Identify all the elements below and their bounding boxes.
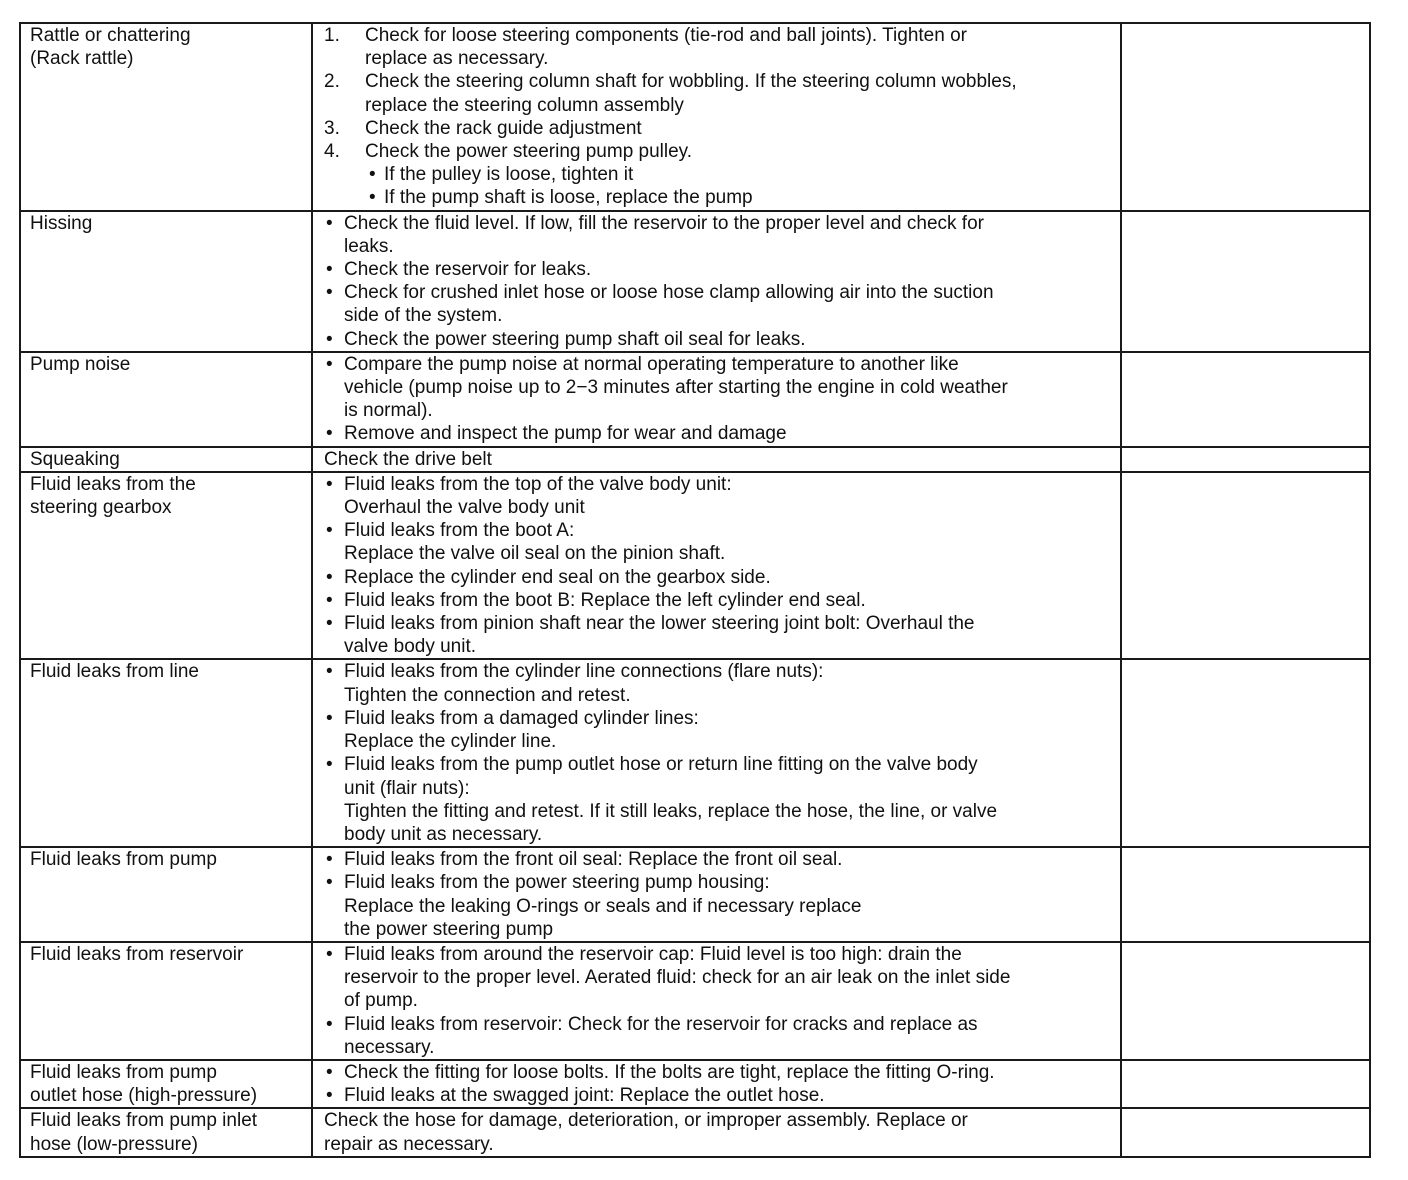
- notes-cell: [1121, 1060, 1370, 1108]
- procedure-text: body unit as necessary.: [344, 823, 543, 845]
- procedure-text: Check the steering column shaft for wobbling. If the steering column wobbles,: [365, 71, 1017, 93]
- notes-cell: [1121, 1108, 1370, 1156]
- procedure-text: Replace the cylinder line.: [344, 731, 557, 753]
- procedure-text: Remove and inspect the pump for wear and damage: [344, 423, 787, 445]
- symptom-text: Fluid leaks from reservoir: [30, 943, 244, 965]
- procedure-text: Check the rack guide adjustment: [365, 117, 642, 139]
- symptom-cell: [20, 659, 312, 847]
- symptom-text: Hissing: [30, 212, 93, 234]
- table-row: [20, 352, 1370, 447]
- bullet-marker: •: [326, 328, 333, 350]
- procedure-text: Check the hose for damage, deterioration, or improper assembly. Replace or: [324, 1110, 968, 1132]
- procedure-cell: [312, 23, 1121, 211]
- procedure-line: [324, 635, 1110, 658]
- procedure-text: Fluid leaks from around the reservoir cap: Fluid level is too high: drain the: [344, 943, 962, 965]
- procedure-line: [324, 235, 1110, 258]
- procedure-text: Overhaul the valve body unit: [344, 497, 585, 519]
- procedure-line: [324, 989, 1110, 1012]
- procedure-cell: [312, 942, 1121, 1060]
- procedure-line: [324, 140, 1110, 163]
- symptom-text: (Rack rattle): [30, 48, 134, 70]
- procedure-text: Fluid leaks at the swagged joint: Replace the outlet hose.: [344, 1085, 825, 1107]
- symptom-text: Pump noise: [30, 353, 131, 375]
- procedure-line: [324, 707, 1110, 730]
- procedure-line: [324, 823, 1110, 846]
- procedure-text: valve body unit.: [344, 636, 477, 658]
- table-row: [20, 447, 1370, 472]
- symptom-text: Fluid leaks from pump: [30, 849, 217, 871]
- notes-cell: [1121, 942, 1370, 1060]
- procedure-line: [324, 281, 1110, 304]
- procedure-text: Fluid leaks from the power steering pump housing:: [344, 872, 770, 894]
- bullet-marker: •: [326, 566, 333, 588]
- procedure-line: [324, 304, 1110, 327]
- bullet-marker: •: [326, 353, 333, 375]
- procedure-text: Check the fitting for loose bolts. If the bolts are tight, replace the fitting O-ring.: [344, 1061, 995, 1083]
- bullet-marker: •: [326, 707, 333, 729]
- procedure-line: [324, 94, 1110, 117]
- procedure-text: Check the power steering pump pulley.: [365, 141, 693, 163]
- bullet-marker: •: [369, 187, 376, 209]
- procedure-text: Check the reservoir for leaks.: [344, 259, 592, 281]
- procedure-line: [324, 684, 1110, 707]
- procedure-text: Check the power steering pump shaft oil seal for leaks.: [344, 328, 806, 350]
- procedure-line: [324, 1061, 1110, 1084]
- procedure-line: [324, 612, 1110, 635]
- procedure-cell: [312, 659, 1121, 847]
- table-row: [20, 659, 1370, 847]
- table-row: [20, 23, 1370, 211]
- procedure-line: [324, 1133, 1110, 1156]
- procedure-text: the power steering pump: [344, 918, 554, 940]
- bullet-marker: •: [326, 943, 333, 965]
- procedure-text: reservoir to the proper level. Aerated fluid: check for an air leak on the inlet side: [344, 967, 1011, 989]
- procedure-text: Fluid leaks from the cylinder line connections (flare nuts):: [344, 661, 824, 683]
- notes-cell: [1121, 659, 1370, 847]
- procedure-text: Fluid leaks from reservoir: Check for the reservoir for cracks and replace as: [344, 1013, 978, 1035]
- notes-cell: [1121, 352, 1370, 447]
- procedure-text: Replace the leaking O-rings or seals and if necessary replace: [344, 895, 862, 917]
- procedure-text: Replace the valve oil seal on the pinion shaft.: [344, 543, 726, 565]
- procedure-text: Fluid leaks from a damaged cylinder lines:: [344, 707, 699, 729]
- procedure-line: [324, 186, 1110, 209]
- procedure-cell: [312, 472, 1121, 660]
- bullet-marker: •: [326, 589, 333, 611]
- procedure-text: Tighten the connection and retest.: [344, 684, 631, 706]
- procedure-line: [324, 542, 1110, 565]
- procedure-line: [324, 496, 1110, 519]
- bullet-marker: •: [326, 259, 333, 281]
- procedure-text: replace the steering column assembly: [365, 94, 684, 116]
- bullet-marker: •: [326, 613, 333, 635]
- bullet-marker: •: [326, 849, 333, 871]
- bullet-marker: •: [326, 661, 333, 683]
- procedure-text: If the pump shaft is loose, replace the pump: [384, 187, 753, 209]
- bullet-marker: •: [326, 473, 333, 495]
- step-number: 2.: [324, 71, 340, 93]
- bullet-marker: •: [369, 164, 376, 186]
- bullet-marker: •: [326, 212, 333, 234]
- procedure-text: Tighten the fitting and retest. If it still leaks, replace the hose, the line, or valve: [344, 800, 998, 822]
- procedure-line: [324, 399, 1110, 422]
- procedure-cell: [312, 352, 1121, 447]
- procedure-line: [324, 376, 1110, 399]
- procedure-line: [324, 1084, 1110, 1107]
- symptom-text: steering gearbox: [30, 497, 172, 519]
- symptom-cell: [20, 942, 312, 1060]
- procedure-line: [324, 730, 1110, 753]
- procedure-line: [324, 212, 1110, 235]
- procedure-text: of pump.: [344, 990, 418, 1012]
- procedure-text: Fluid leaks from the boot B: Replace the left cylinder end seal.: [344, 589, 866, 611]
- procedure-line: [324, 473, 1110, 496]
- procedure-text: If the pulley is loose, tighten it: [384, 164, 634, 186]
- procedure-cell: [312, 1108, 1121, 1156]
- procedure-line: [324, 895, 1110, 918]
- procedure-text: Fluid leaks from the boot A:: [344, 520, 575, 542]
- step-number: 1.: [324, 25, 340, 46]
- procedure-text: is normal).: [344, 400, 433, 422]
- symptom-cell: [20, 472, 312, 660]
- symptom-text: outlet hose (high-pressure): [30, 1085, 258, 1107]
- bullet-marker: •: [326, 1061, 333, 1083]
- procedure-text: Check the fluid level. If low, fill the reservoir to the proper level and check for: [344, 212, 984, 234]
- symptom-text: Fluid leaks from line: [30, 661, 199, 683]
- troubleshooting-table: [19, 22, 1371, 1158]
- table-row: [20, 1108, 1370, 1156]
- procedure-line: [324, 871, 1110, 894]
- procedure-text: Fluid leaks from the top of the valve body unit:: [344, 473, 732, 495]
- procedure-line: [324, 24, 1110, 47]
- procedure-line: [324, 353, 1110, 376]
- symptom-cell: [20, 847, 312, 942]
- procedure-cell: [312, 211, 1121, 352]
- procedure-line: [324, 422, 1110, 445]
- procedure-line: [324, 566, 1110, 589]
- symptom-text: Fluid leaks from the: [30, 473, 196, 495]
- procedure-line: [324, 777, 1110, 800]
- symptom-cell: [20, 447, 312, 472]
- notes-cell: [1121, 472, 1370, 660]
- notes-cell: [1121, 447, 1370, 472]
- procedure-line: [324, 117, 1110, 140]
- procedure-text: Check for crushed inlet hose or loose hose clamp allowing air into the suction: [344, 282, 994, 304]
- symptom-cell: [20, 211, 312, 352]
- procedure-text: repair as necessary.: [324, 1133, 494, 1155]
- procedure-text: necessary.: [344, 1036, 435, 1058]
- procedure-text: unit (flair nuts):: [344, 777, 470, 799]
- bullet-marker: •: [326, 282, 333, 304]
- notes-cell: [1121, 211, 1370, 352]
- procedure-line: [324, 519, 1110, 542]
- procedure-line: [324, 258, 1110, 281]
- table-row: [20, 942, 1370, 1060]
- procedure-line: [324, 918, 1110, 941]
- table-row: [20, 1060, 1370, 1108]
- step-number: 4.: [324, 141, 340, 163]
- symptom-cell: [20, 352, 312, 447]
- procedure-text: Check the drive belt: [324, 448, 492, 470]
- procedure-line: [324, 660, 1110, 683]
- bullet-marker: •: [326, 1013, 333, 1035]
- procedure-text: vehicle (pump noise up to 2−3 minutes after starting the engine in cold weather: [344, 377, 1008, 399]
- procedure-text: leaks.: [344, 235, 394, 257]
- procedure-line: [324, 966, 1110, 989]
- procedure-text: Fluid leaks from the pump outlet hose or return line fitting on the valve body: [344, 754, 978, 776]
- procedure-text: Check for loose steering components (tie-rod and ball joints). Tighten or: [365, 25, 967, 46]
- bullet-marker: •: [326, 872, 333, 894]
- symptom-cell: [20, 23, 312, 211]
- procedure-line: [324, 800, 1110, 823]
- symptom-text: Fluid leaks from pump: [30, 1061, 217, 1083]
- procedure-line: [324, 328, 1110, 351]
- procedure-text: Replace the cylinder end seal on the gearbox side.: [344, 566, 771, 588]
- bullet-marker: •: [326, 520, 333, 542]
- symptom-text: Fluid leaks from pump inlet: [30, 1110, 258, 1132]
- procedure-text: side of the system.: [344, 305, 503, 327]
- symptom-text: Squeaking: [30, 448, 120, 470]
- symptom-cell: [20, 1060, 312, 1108]
- procedure-line: [324, 848, 1110, 871]
- procedure-cell: [312, 447, 1121, 472]
- procedure-text: Compare the pump noise at normal operating temperature to another like: [344, 353, 959, 375]
- procedure-line: [324, 589, 1110, 612]
- notes-cell: [1121, 847, 1370, 942]
- procedure-line: [324, 1013, 1110, 1036]
- procedure-line: [324, 943, 1110, 966]
- procedure-line: [324, 753, 1110, 776]
- procedure-line: [324, 163, 1110, 186]
- bullet-marker: •: [326, 1085, 333, 1107]
- bullet-marker: •: [326, 423, 333, 445]
- procedure-text: Fluid leaks from pinion shaft near the lower steering joint bolt: Overhaul the: [344, 613, 975, 635]
- troubleshooting-table-body: [20, 23, 1370, 1157]
- symptom-text: Rattle or chattering: [30, 25, 191, 46]
- symptom-text: hose (low-pressure): [30, 1133, 198, 1155]
- procedure-text: replace as necessary.: [365, 48, 549, 70]
- step-number: 3.: [324, 117, 340, 139]
- procedure-line: [324, 47, 1110, 70]
- procedure-line: [324, 448, 1110, 471]
- symptom-cell: [20, 1108, 312, 1156]
- table-row: [20, 472, 1370, 660]
- procedure-text: Fluid leaks from the front oil seal: Replace the front oil seal.: [344, 849, 843, 871]
- notes-cell: [1121, 23, 1370, 211]
- bullet-marker: •: [326, 754, 333, 776]
- procedure-cell: [312, 1060, 1121, 1108]
- procedure-line: [324, 1109, 1110, 1132]
- table-row: [20, 847, 1370, 942]
- procedure-line: [324, 1036, 1110, 1059]
- procedure-line: [324, 70, 1110, 93]
- table-row: [20, 211, 1370, 352]
- procedure-cell: [312, 847, 1121, 942]
